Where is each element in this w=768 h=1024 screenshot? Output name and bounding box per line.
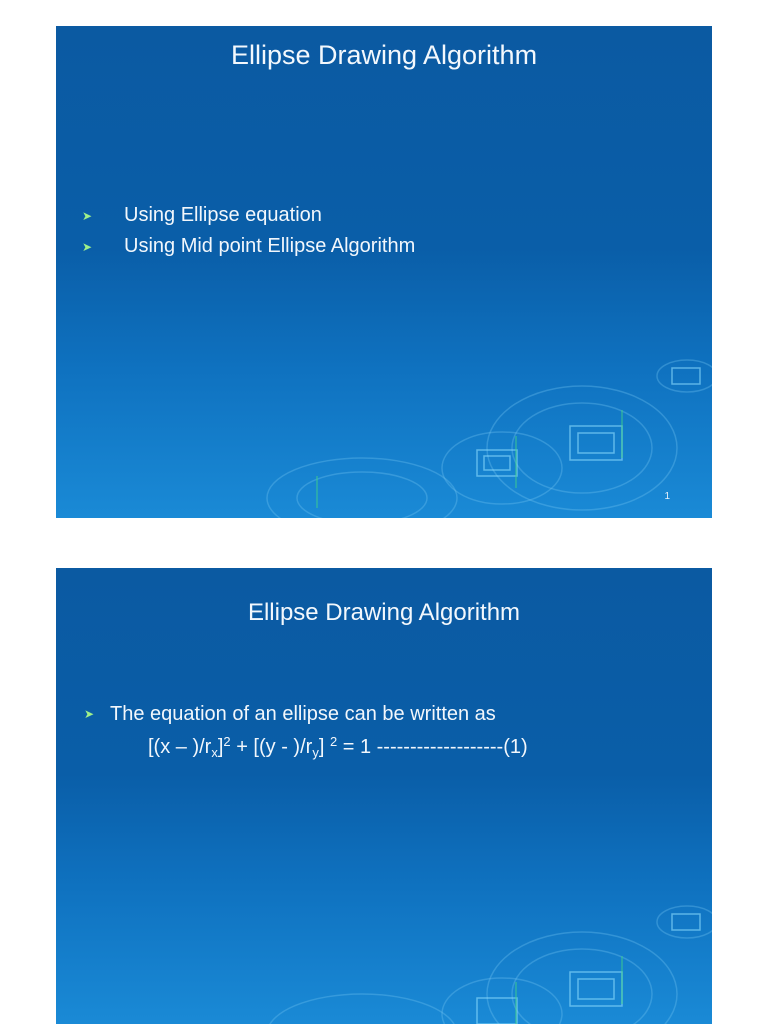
slide-title: Ellipse Drawing Algorithm	[230, 40, 538, 70]
slide-number: 1	[664, 491, 670, 502]
arrow-bullet-icon: ➤	[82, 208, 93, 223]
bullet-item	[82, 231, 415, 262]
arrow-bullet-icon: ➤	[82, 239, 93, 254]
slide-2	[56, 568, 712, 1024]
bullet-text: The equation of an ellipse can be written as	[110, 702, 496, 725]
equation-superscript: 2	[329, 734, 338, 749]
ellipse-equation	[148, 734, 528, 760]
equation-part: + [(y - )/r	[230, 736, 313, 758]
bullet-text: Using Ellipse equation	[124, 204, 322, 226]
equation-part: = 1 -------------------(1)	[337, 736, 528, 758]
slide-1	[56, 26, 712, 518]
bullet-text: Using Mid point Ellipse Algorithm	[124, 235, 416, 257]
circuit-decoration-icon	[252, 864, 712, 1024]
equation-superscript: 2	[223, 734, 231, 749]
equation-part: ]	[217, 736, 224, 758]
equation-subscript: y	[312, 745, 319, 760]
slide-title: Ellipse Drawing Algorithm	[247, 599, 521, 626]
bullet-list	[82, 200, 415, 262]
equation-part: ]	[318, 736, 330, 758]
circuit-decoration-icon	[252, 358, 712, 518]
arrow-bullet-icon: ➤	[84, 707, 95, 721]
bullet-list	[84, 702, 496, 726]
bullet-item	[82, 200, 415, 231]
equation-subscript: x	[211, 745, 218, 760]
bullet-item	[84, 702, 496, 726]
equation-part: [(x – )/r	[148, 736, 212, 758]
